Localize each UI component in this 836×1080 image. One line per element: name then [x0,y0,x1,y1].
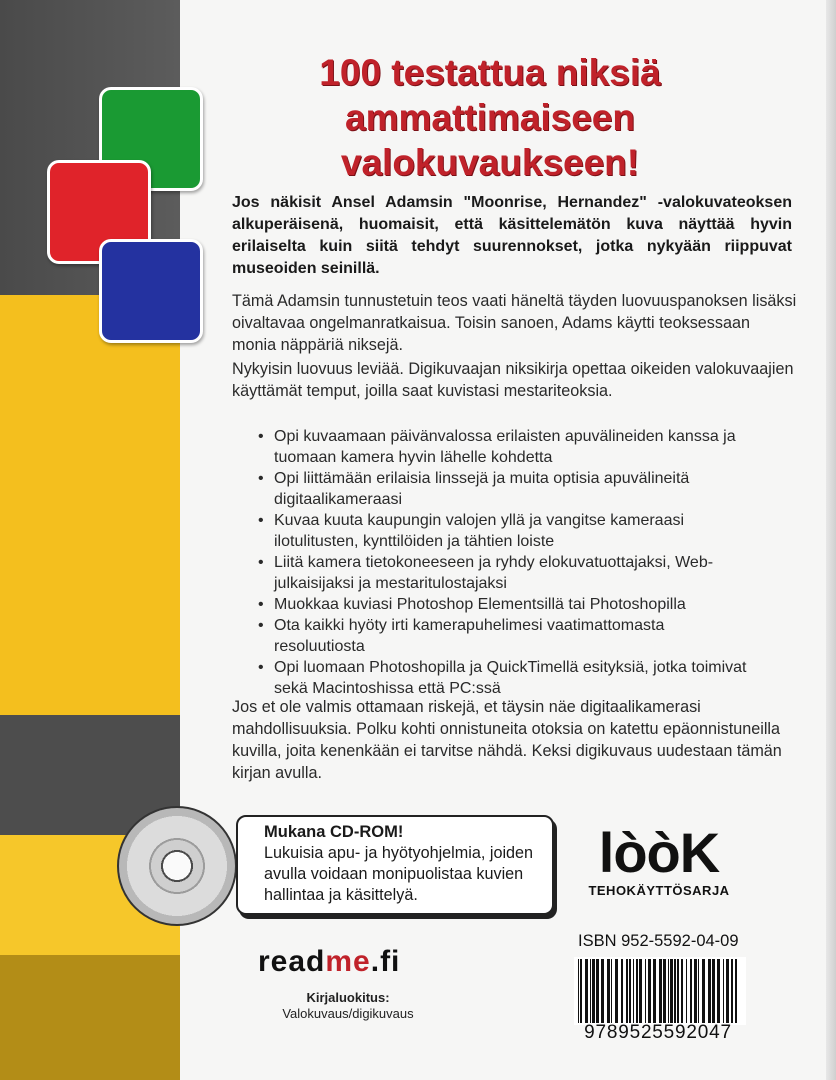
feature-list-item: • Opi liittämään erilaisia linssejä ja muita optisia apuvälineitä digitaalikameraasi [258,468,758,510]
barcode-bar [653,959,656,1023]
look-logo: lòòK [598,821,720,884]
barcode-bar [735,959,737,1023]
barcode-bar [670,959,673,1023]
publisher-logo-part-2: me [325,945,371,978]
book-classification [258,990,438,1022]
yellow-stripe [0,295,180,715]
barcode-bar [663,959,666,1023]
barcode-bar [702,959,705,1023]
barcode-number: 9789525592047 [584,1022,732,1043]
barcode-bar [648,959,651,1023]
barcode-bar [626,959,628,1023]
body-paragraph-1: Tämä Adamsin tunnustetuin teos vaati häneltä täyden luovuuspanoksen lisäksi oivaltavaa ongelmanratkaisua. Toisin sanoen, Adams käytti teoksessaan monia näppäriä niksejä. [232,292,797,354]
barcode-bar [601,959,604,1023]
feature-list-item: • Ota kaikki hyöty irti kamerapuhelimesi vaatimattomasta resoluutiosta [258,615,758,657]
feature-list-item: • Liitä kamera tietokoneeseen ja ryhdy elokuvatuottajaksi, Web-julkaisijaksi ja mestaritulostajaksi [258,552,758,594]
barcode-bar [639,959,642,1023]
classification-value: Valokuvaus/digikuvaus [282,1006,414,1021]
feature-list-item: • Opi kuvaamaan päivänvalossa erilaisten apuvälineiden kanssa ja tuomaan kamera hyvin lähelle kohdetta [258,426,758,468]
blue-square-decoration [99,239,203,343]
barcode-bar [621,959,623,1023]
headline-line-1: 100 testattua niksiä [319,52,661,93]
barcode-bar [585,959,588,1023]
cdrom-callout [236,815,554,915]
barcode-bar [694,959,697,1023]
barcode-bar [690,959,692,1023]
series-name: TEHOKÄYTTÖSARJA [588,883,730,898]
barcode-bar [607,959,610,1023]
barcode-bar [645,959,646,1023]
feature-list-item: • Kuvaa kuuta kaupungin valojen yllä ja vangitse kameraasi ilotulitusten, kynttilöiden ja tähtien loiste [258,510,758,552]
barcode-bar [712,959,715,1023]
classification-label: Kirjaluokitus: [306,990,390,1005]
body-paragraph-2: Nykyisin luovuus leviää. Digikuvaajan niksikirja opettaa oikeiden valokuvaajien käyttämät temput, joilla saat kuvistasi mestariteoksia. [232,360,794,400]
barcode-bar [698,959,699,1023]
barcode-bar [596,959,599,1023]
barcode-bar [708,959,711,1023]
barcode-bar [636,959,638,1023]
barcode-bar [578,959,579,1023]
feature-list-item: • Muokkaa kuviasi Photoshop Elementsillä tai Photoshopilla [258,594,758,615]
series-logo [584,821,734,898]
barcode-bar [723,959,724,1023]
barcode [574,957,746,1025]
barcode-bar [611,959,612,1023]
barcode-bar [615,959,618,1023]
barcode-bar [674,959,676,1023]
barcode-bar [717,959,720,1023]
barcode-bar [677,959,679,1023]
publisher-logo-part-3: .fi [370,945,401,978]
barcode-bar [629,959,631,1023]
barcode-bar [726,959,729,1023]
barcode-bar [686,959,687,1023]
barcode-bar [731,959,733,1023]
headline-line-2: ammattimaiseen [345,97,635,138]
olive-stripe-bottom [0,955,180,1080]
barcode-bar [681,959,683,1023]
barcode-bar [580,959,582,1023]
cdrom-title: Mukana CD-ROM! [264,823,404,841]
body-paragraph-3: Jos et ole valmis ottamaan riskejä, et täysin näe digitaalikamerasi mahdollisuuksia. Polku kohti onnistuneita otoksia on katettu epäonnistuneilla kuvilla, joita kenenkään ei tarvitse nähdä. Keksi digikuvaus uudestaan tämän kirjan avulla. [232,698,782,782]
cd-disc-icon [117,806,237,926]
feature-list-item: • Opi luomaan Photoshopilla ja QuickTimellä esityksiä, jotka toimivat sekä Macintoshissa että PC:ssä [258,657,758,699]
barcode-bar [659,959,662,1023]
isbn-text: ISBN 952-5592-04-09 [578,932,739,950]
barcode-bar [592,959,595,1023]
feature-list [258,426,758,699]
barcode-bar [590,959,591,1023]
cover-edge [826,0,836,1080]
publisher-logo [258,945,400,979]
publisher-logo-part-1: read [258,945,326,978]
headline [190,50,790,185]
barcode-bars [576,959,740,1023]
headline-line-3: valokuvaukseen! [340,142,640,183]
barcode-bar [668,959,669,1023]
cdrom-description: Lukuisia apu- ja hyötyohjelmia, joiden avulla voidaan monipuolistaa kuvien hallintaa ja käsittelyä. [264,844,534,904]
barcode-bar [633,959,634,1023]
intro-paragraph: Jos näkisit Ansel Adamsin "Moonrise, Hernandez" -valokuvateoksen alkuperäisenä, huomaisit, että käsittelemätön kuva näyttää hyvin erilaiselta kuin siitä tehdyt suurennokset, jotka nykyään riippuvat museoiden seinillä. [232,194,792,277]
